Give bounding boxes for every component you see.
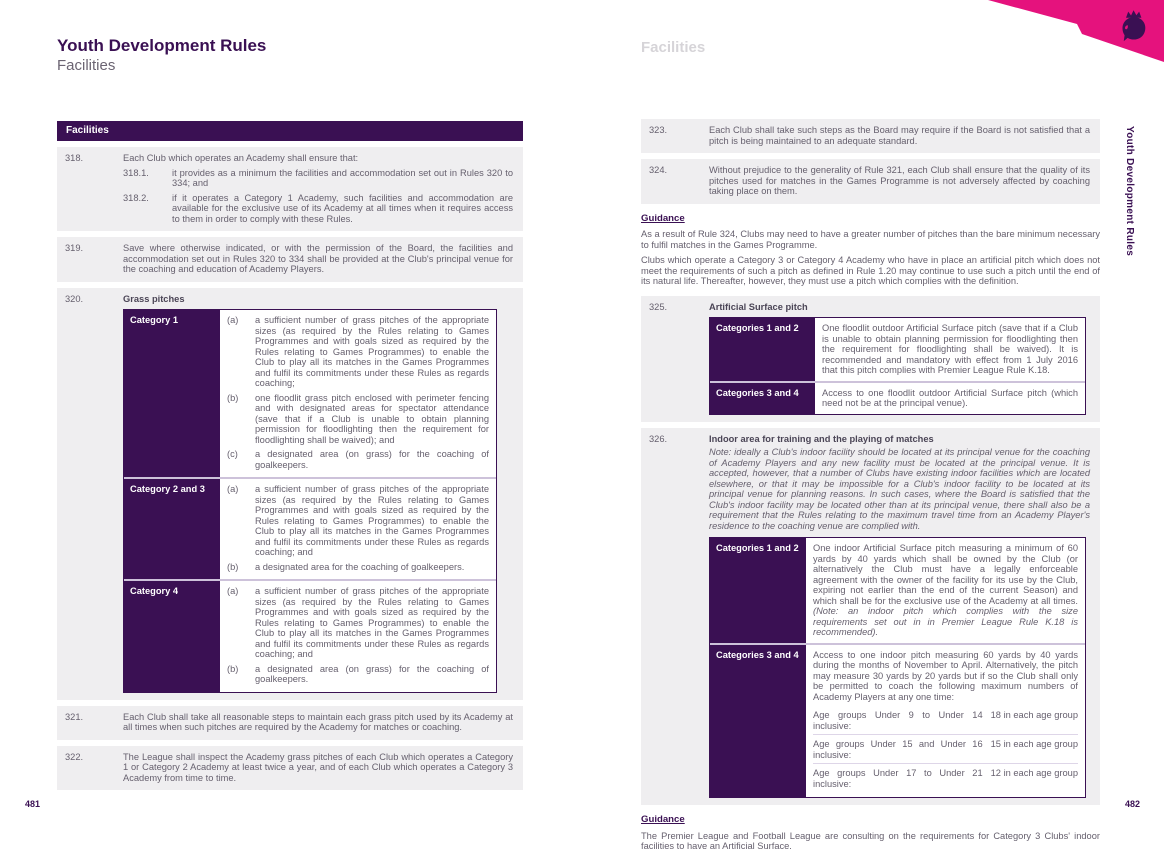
list-item: (b) a designated area (on grass) for the coaching of goalkeepers. <box>227 663 489 684</box>
guidance-section-2 <box>641 815 1100 852</box>
artificial-surface-table <box>709 317 1086 415</box>
rule-number: 324. <box>649 165 668 175</box>
age-group-limit: 18 in each age group <box>990 710 1078 720</box>
grass-pitches-table <box>123 309 497 693</box>
side-tab-label: Youth Development Rules <box>1124 126 1135 257</box>
premier-league-lion-icon <box>1116 8 1150 50</box>
rule-number: 319. <box>65 243 84 253</box>
row-text: Access to one indoor pitch measuring 60 yards by 40 yards during the months of November to April. Alternatively, the pitch may measure 30 yards by 20 yards but if so the Club shall only be permitted to coach the following maximum numbers of Academy Players at any one time: Age groups Under 9 to Under 14 inclusive: 18 in each age group Age groups Under 15 and Under 16 inclusive: 15 in each age group Age groups Under 17 to Under 21 inclusive: 12 in each age group <box>806 645 1085 798</box>
row-label: Category 1 <box>124 310 220 477</box>
rule-heading: Artificial Surface pitch <box>709 301 808 312</box>
page-title: Youth Development Rules <box>57 36 267 55</box>
row-text: Access to one floodlit outdoor Artificial Surface pitch (which need not be at the principal venue). <box>815 383 1085 414</box>
row-label: Categories 3 and 4 <box>710 645 806 798</box>
table-row-category-4 <box>124 579 496 692</box>
guidance-paragraph: As a result of Rule 324, Clubs may need to have a greater number of pitches than the bare minimum necessary to fulfil matches in the Games Programme. <box>641 229 1100 250</box>
subrule-318-1 <box>123 168 513 189</box>
rule-number: 325. <box>649 301 668 312</box>
guidance-section-1 <box>641 214 1100 287</box>
rule-text: Each Club which operates an Academy shall ensure that: <box>123 153 359 163</box>
page-right <box>641 0 1100 852</box>
rule-321 <box>57 706 523 740</box>
rule-text: Save where otherwise indicated, or with the permission of the Board, the facilities and accommodation set out in Rules 320 to 334 shall be provided at the Club's principal venue for the coaching and education of Academy Players. <box>123 243 513 274</box>
age-group-label: Age groups Under 17 to Under 21 inclusive: <box>813 768 983 789</box>
row-label: Categories 3 and 4 <box>710 383 815 414</box>
table-row-categories-1-2 <box>710 318 1085 381</box>
rule-323 <box>641 119 1100 153</box>
row-text: One indoor Artificial Surface pitch measuring a minimum of 60 yards by 40 yards which shall be owned by the Club (or alternatively the Club must have a legally enforceable agreement with the owner of the facility for its use by the Club, expiring not earlier than the end of the current Season) and which shall be for the exclusive use of the Academy at all times. (Note: an indoor pitch which complies with the size requirements set out in in Premier League Rule K.18 is recommended). <box>806 538 1085 643</box>
age-group-row <box>813 706 1078 734</box>
list-item: (a) a sufficient number of grass pitches of the appropriate sizes (as required by the Rules relating to Games Programmes and with goals sized as required by the Rules relating to Games Programmes) to enable the Club to play all its matches in the Games Programmes and fulfil its commitments under these Rules as regards coaching; <box>227 315 489 388</box>
rule-324 <box>641 159 1100 204</box>
rule-318 <box>57 147 523 231</box>
subrule-318-2 <box>123 193 513 225</box>
rule-322 <box>57 746 523 791</box>
row-inline-note: (Note: an indoor pitch which complies with the size requirements set out in in Premier League Rule K.18 is recommended). <box>813 606 1078 637</box>
running-header: Facilities <box>641 39 706 56</box>
rule-text: Each Club shall take such steps as the Board may require if the Board is not satisfied that a pitch is being maintained to an adequate standard. <box>709 125 1090 146</box>
age-group-label: Age groups Under 15 and Under 16 inclusive: <box>813 739 983 760</box>
rule-325 <box>641 296 1100 422</box>
rule-number: 321. <box>65 711 84 722</box>
subrule-number: 318.2. <box>123 192 149 203</box>
row-label: Category 4 <box>124 581 220 692</box>
rule-heading: Grass pitches <box>123 293 185 304</box>
page-number-left: 481 <box>25 799 41 809</box>
rule-number: 323. <box>649 125 668 135</box>
age-group-row <box>813 734 1078 763</box>
rule-text: The League shall inspect the Academy grass pitches of each Club which operates a Category 1 or Category 2 Academy at least twice a year, and of each Club which operates a Category 3 Academy from time to time. <box>123 751 513 783</box>
rule-note: Note: ideally a Club's indoor facility should be located at its principal venue for the coaching of Academy Players and any new facility must be located at the principal venue. It is accepted, however, that a number of Clubs have existing indoor facilities which are located elsewhere, or that it may be impossible for a Club's indoor facility to be located at its principal venue for planning reasons. In such cases, where the Board is satisfied that the Club's indoor facility may be located other than at its principal venue, there shall also be a requirement that the Rules relating to the maximum travel time from an Academy Player's residence to the coaching venue are complied with. <box>709 447 1090 531</box>
rule-number: 322. <box>65 751 84 762</box>
age-group-limits <box>813 706 1078 792</box>
subrule-text: it provides as a minimum the facilities and accommodation set out in Rules 320 to 334; and <box>172 167 513 188</box>
list-item: (a) a sufficient number of grass pitches of the appropriate sizes (as required by the Rules relating to Games Programmes and with goals sized as required by the Rules relating to Games Programmes) to enable the Club to play all its matches in the Games Programmes and fulfil its commitments under these Rules as regards coaching; and <box>227 484 489 557</box>
guidance-paragraph: The Premier League and Football League are consulting on the requirements for Category 3 Clubs' indoor facilities to have an Artificial Surface. <box>641 830 1100 851</box>
list-item: (b) a designated area for the coaching of goalkeepers. <box>227 561 465 572</box>
table-row-category-2-and-3 <box>124 477 496 579</box>
subrule-number: 318.1. <box>123 167 149 178</box>
guidance-heading: Guidance <box>641 814 685 825</box>
rule-text: Without prejudice to the generality of Rule 321, each Club shall ensure that the quality of its pitches used for matches in the Games Programme is not adversely affected by coaching taking place on them. <box>709 165 1090 196</box>
age-group-row <box>813 763 1078 792</box>
rule-number: 318. <box>65 153 84 163</box>
rule-heading: Indoor area for training and the playing of matches <box>709 433 934 444</box>
rule-number: 326. <box>649 433 668 444</box>
rule-319 <box>57 237 523 282</box>
row-text: One floodlit outdoor Artificial Surface pitch (save that if a Club is unable to obtain planning permission for floodlighting then the requirement for floodlighting shall be waived). It is recommended and mandatory with effect from 1 July 2016 that this pitch complies with Premier League Rule K.18. <box>815 318 1085 381</box>
table-row-categories-3-4 <box>710 643 1085 798</box>
indoor-area-table <box>709 537 1086 798</box>
age-group-limit: 15 in each age group <box>990 739 1078 749</box>
list-item: (c) a designated area (on grass) for the coaching of goalkeepers. <box>227 449 489 470</box>
guidance-heading: Guidance <box>641 212 685 224</box>
rule-text: Each Club shall take all reasonable steps to maintain each grass pitch used by its Academy at all times when such pitches are required by the Academy for matches or coaching. <box>123 711 513 732</box>
rule-326 <box>641 428 1100 806</box>
page-subtitle: Facilities <box>57 57 116 74</box>
page-number-right: 482 <box>1124 799 1140 809</box>
row-label: Categories 1 and 2 <box>710 538 806 643</box>
table-row-categories-3-4 <box>710 381 1085 414</box>
guidance-paragraph: Clubs which operate a Category 3 or Category 4 Academy who have in place an artificial pitch which does not meet the requirements of such a pitch as defined in Rule 1.20 may continue to use such a pitch until the end of its natural life. Thereafter, however, they must use a pitch which complies with the definition. <box>641 255 1100 286</box>
row-label: Categories 1 and 2 <box>710 318 815 381</box>
age-group-limit: 12 in each age group <box>990 768 1078 778</box>
rule-number: 320. <box>65 293 84 304</box>
list-item: (b) one floodlit grass pitch enclosed with perimeter fencing and with designated areas for spectator attendance (save that if a Club is unable to obtain planning permission for floodlighting then the requirement for floodlighting shall be waived); and <box>227 392 489 445</box>
subrule-text: if it operates a Category 1 Academy, such facilities and accommodation are available for the exclusive use of its Academy at all times when it requires access to them in order to comply with these Rules. <box>172 192 513 224</box>
section-header-facilities: Facilities <box>57 121 523 141</box>
table-row-categories-1-2 <box>710 538 1085 643</box>
row-label: Category 2 and 3 <box>124 479 220 579</box>
rule-320 <box>57 288 523 700</box>
page-left <box>57 0 523 790</box>
table-row-category-1 <box>124 310 496 477</box>
list-item: (a) a sufficient number of grass pitches of the appropriate sizes (as required by the Rules relating to Games Programmes and with goals sized as required by the Rules relating to Games Programmes) to enable the Club to play all its matches in the Games Programmes and fulfil its commitments under these Rules as regards coaching; and <box>227 586 489 659</box>
age-group-label: Age groups Under 9 to Under 14 inclusive: <box>813 710 983 731</box>
